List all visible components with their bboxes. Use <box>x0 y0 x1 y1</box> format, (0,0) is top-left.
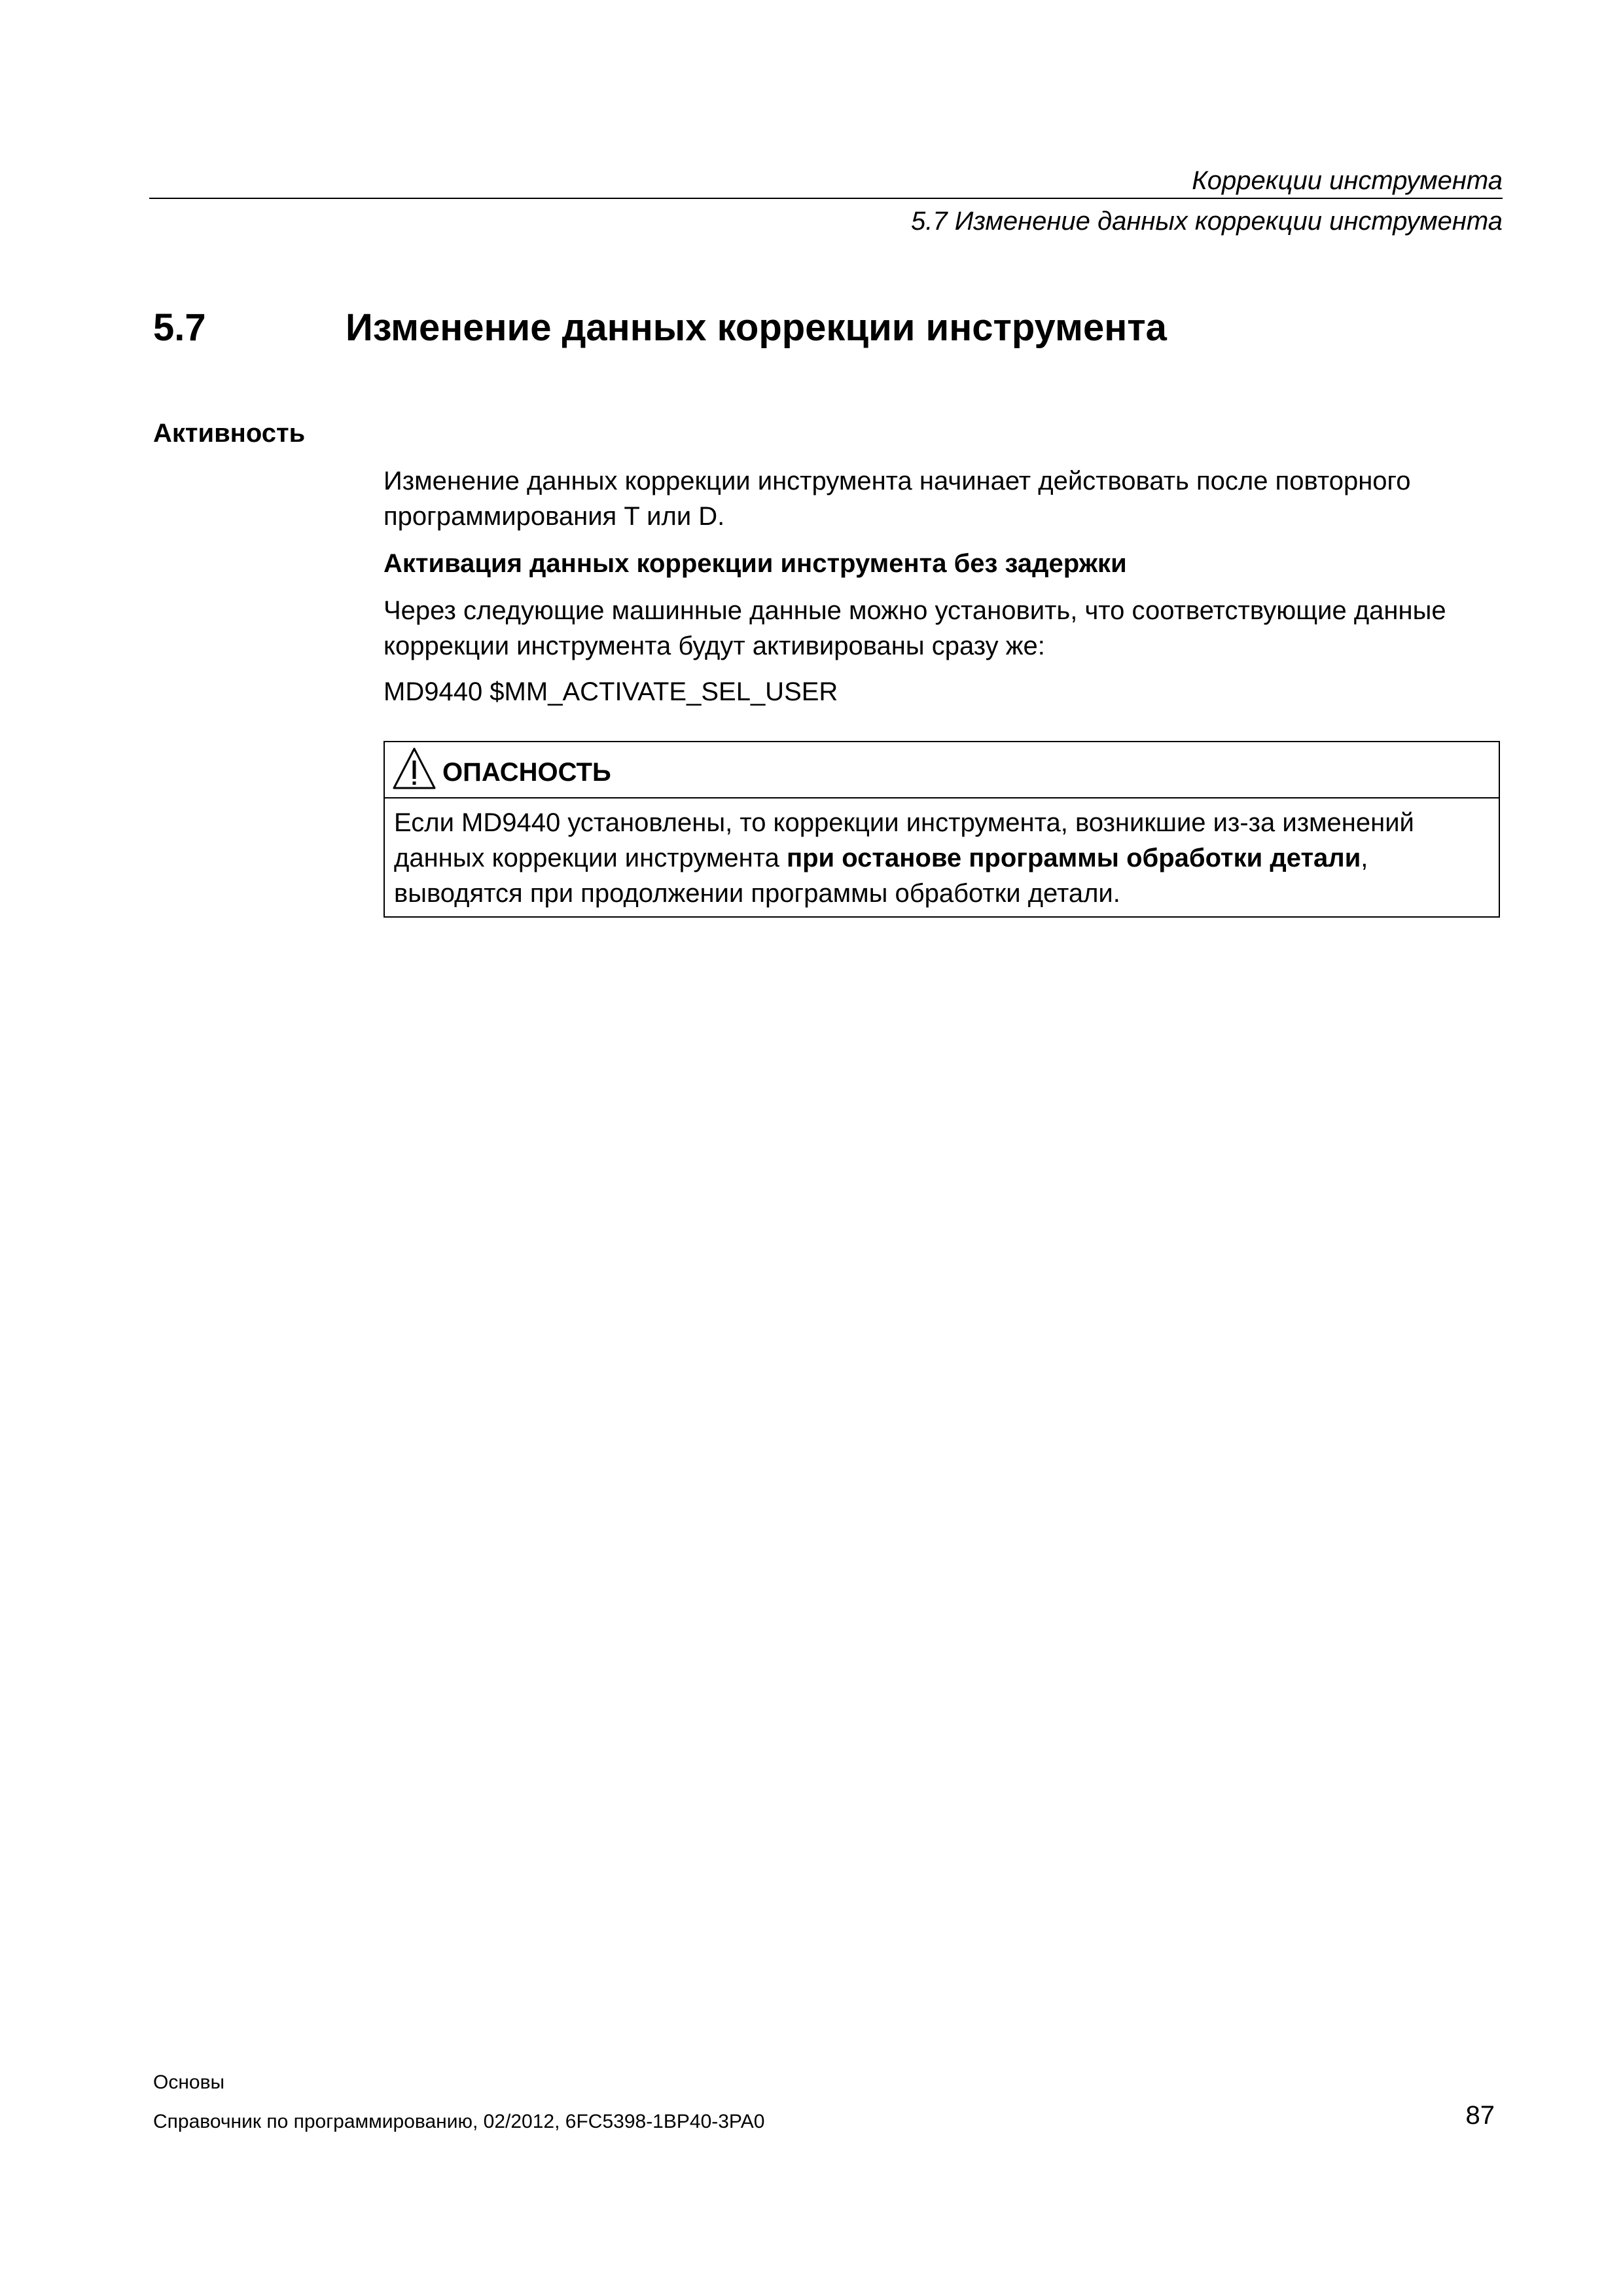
danger-notice-header <box>385 742 1499 798</box>
danger-title: ОПАСНОСТЬ <box>442 758 611 787</box>
body-paragraph-2: Через следующие машинные данные можно установить, что соответствующие данные коррекции инструмента будут активированы сразу же: <box>383 596 1446 660</box>
section-number: 5.7 <box>153 306 206 349</box>
danger-text-part-2: , выводятся при продолжении программы обработки детали. <box>394 844 1368 908</box>
danger-text-part-1: Если MD9440 установлены, то коррекции инструмента, возникшие из-за изменений данных коррекции инструмента <box>394 808 1414 872</box>
body-paragraph-1: Изменение данных коррекции инструмента начинает действовать после повторного программирования T или D. <box>383 467 1411 531</box>
body-bold-heading: Активация данных коррекции инструмента без задержки <box>383 549 1127 578</box>
page-number: 87 <box>1465 2101 1495 2130</box>
machine-data-reference: MD9440 $MM_ACTIVATE_SEL_USER <box>383 677 838 706</box>
subsection-heading: Активность <box>153 419 306 448</box>
footer-document-info: Справочник по программированию, 02/2012, 6FC5398-1BP40-3PA0 <box>153 2111 765 2132</box>
running-header-section: 5.7 Изменение данных коррекции инструмента <box>910 207 1503 236</box>
danger-text-emphasis: при останове программы обработки детали <box>786 844 1361 872</box>
running-header-chapter: Коррекции инструмента <box>1192 166 1503 195</box>
header-rule <box>149 198 1503 199</box>
warning-triangle-icon <box>391 746 437 792</box>
footer-document-title: Основы <box>153 2072 225 2093</box>
danger-text <box>394 805 1487 911</box>
section-title: Изменение данных коррекции инструмента <box>346 306 1167 349</box>
danger-notice <box>383 741 1500 918</box>
